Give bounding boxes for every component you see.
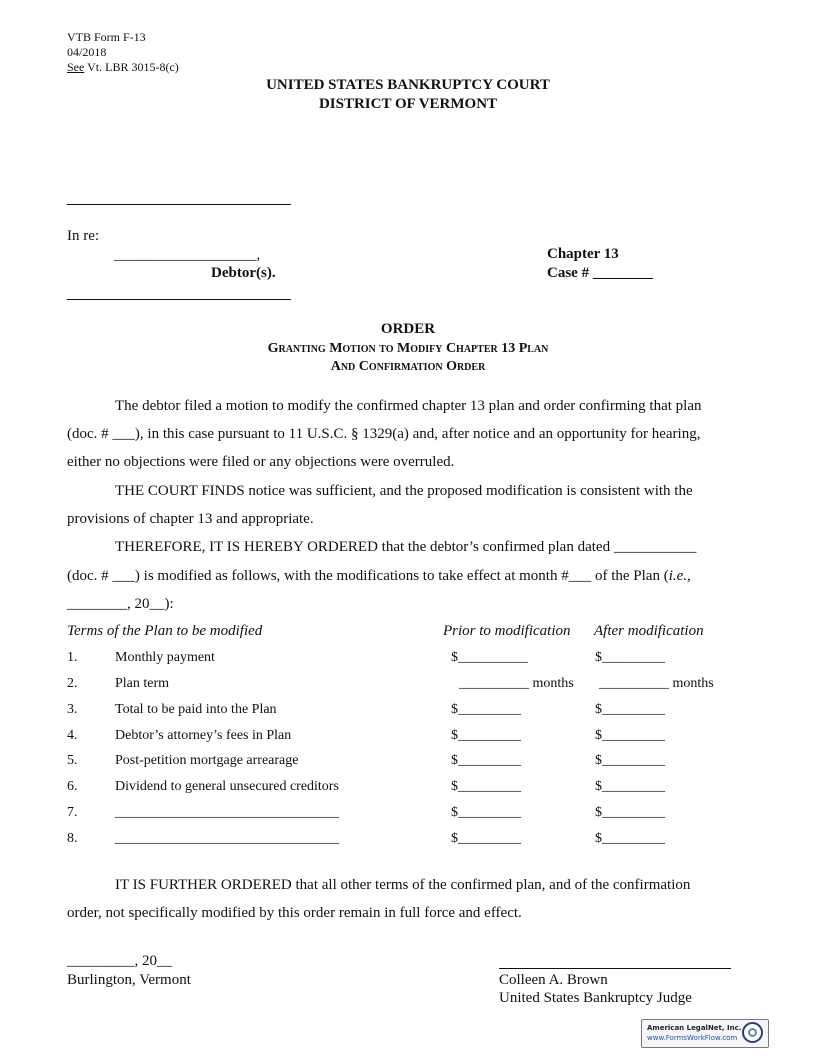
rule-citation: Vt. LBR 3015-8(c) [84,60,179,74]
table-row [0,728,816,748]
row-after: $_________ [595,805,665,820]
row-prior: $_________ [451,779,521,794]
table-row [0,676,816,696]
further-line1: IT IS FURTHER ORDERED that all other terms of the confirmed plan, and of the confirmation [115,877,691,893]
judge-title: United States Bankruptcy Judge [499,990,692,1006]
row-after: $_________ [595,728,665,743]
signature-line [499,968,731,969]
court-name: UNITED STATES BANKRUPTCY COURT [266,77,550,93]
table-row [0,702,816,722]
row-term: ________________________________ [115,805,339,820]
row-after: $_________ [595,779,665,794]
chapter-label: Chapter 13 [547,246,619,262]
row-number: 4. [67,728,78,743]
row-term: Dividend to general unsecured creditors [115,779,339,794]
row-after: $_________ [595,831,665,846]
para3-line1: THEREFORE, IT IS HEREBY ORDERED that the debtor’s confirmed plan dated ___________ [115,539,697,555]
para1-line3: either no objections were filed or any objections were overruled. [67,454,455,470]
row-term: Monthly payment [115,650,215,665]
table-row [0,805,816,825]
table-row [0,779,816,799]
row-after: $_________ [595,753,665,768]
row-prior: $_________ [451,805,521,820]
row-number: 8. [67,831,78,846]
form-date: 04/2018 [67,45,107,59]
caption-bottom-rule [67,299,291,300]
para1-line1: The debtor filed a motion to modify the confirmed chapter 13 plan and order confirming that plan [115,398,702,414]
in-re-label: In re: [67,228,100,244]
rule-reference [67,60,179,74]
para3-line2-text: (doc. # ___) is modified as follows, with the modifications to take effect at month #___ of the Plan ( [67,568,669,584]
table-row [0,650,816,670]
row-prior: $_________ [451,702,521,717]
american-legalnet-logo[interactable] [641,1019,769,1048]
row-term: Total to be paid into the Plan [115,702,277,717]
col-header-after: After modification [594,623,704,639]
case-number: Case # ________ [547,265,653,281]
signed-place: Burlington, Vermont [67,972,191,988]
see-signal: See [67,60,85,74]
row-prior: __________ months [459,676,574,691]
table-row [0,831,816,851]
debtor-name-blank: ___________________, [114,247,261,263]
row-number: 5. [67,753,78,768]
row-after: $_________ [595,702,665,717]
order-subtitle-line2: And Confirmation Order [330,359,486,374]
row-number: 1. [67,650,78,665]
row-prior: $_________ [451,728,521,743]
further-line2: order, not specifically modified by this order remain in full force and effect. [67,905,522,921]
table-row [0,753,816,773]
signed-date-line: _________, 20__ [67,953,172,969]
court-district: DISTRICT OF VERMONT [318,96,498,112]
row-term: ________________________________ [115,831,339,846]
order-title: ORDER [380,321,436,337]
row-term: Plan term [115,676,170,691]
col-header-terms: Terms of the Plan to be modified [67,623,263,639]
row-prior: $_________ [451,753,521,768]
para1-line2: (doc. # ___), in this case pursuant to 11 U.S.C. § 1329(a) and, after notice and an opportunity for hearing, [67,426,701,442]
row-after: $_________ [595,650,665,665]
row-prior: $_________ [451,831,521,846]
para2-line1: THE COURT FINDS notice was sufficient, and the proposed modification is consistent with the [115,483,693,499]
row-number: 3. [67,702,78,717]
para3-line3: ________, 20__): [67,596,174,612]
row-number: 6. [67,779,78,794]
ie-abbrev: i.e., [668,568,691,584]
debtor-label: Debtor(s). [211,265,276,281]
row-term: Debtor’s attorney’s fees in Plan [115,728,292,743]
row-after: __________ months [599,676,714,691]
caption-top-rule [67,204,291,205]
order-subtitle-line1: Granting Motion to Modify Chapter 13 Plan [267,341,549,356]
logo-globe-icon [742,1022,763,1043]
row-term: Post-petition mortgage arrearage [115,753,299,768]
logo-website: www.FormsWorkFlow.com [647,1034,738,1042]
judge-name: Colleen A. Brown [499,972,608,988]
form-id: VTB Form F-13 [67,30,146,44]
logo-company: American LegalNet, Inc. [647,1024,742,1032]
row-number: 2. [67,676,78,691]
row-number: 7. [67,805,78,820]
col-header-prior: Prior to modification [443,623,571,639]
para2-line2: provisions of chapter 13 and appropriate. [67,511,314,527]
para3-line2 [67,562,691,591]
row-prior: $__________ [451,650,528,665]
